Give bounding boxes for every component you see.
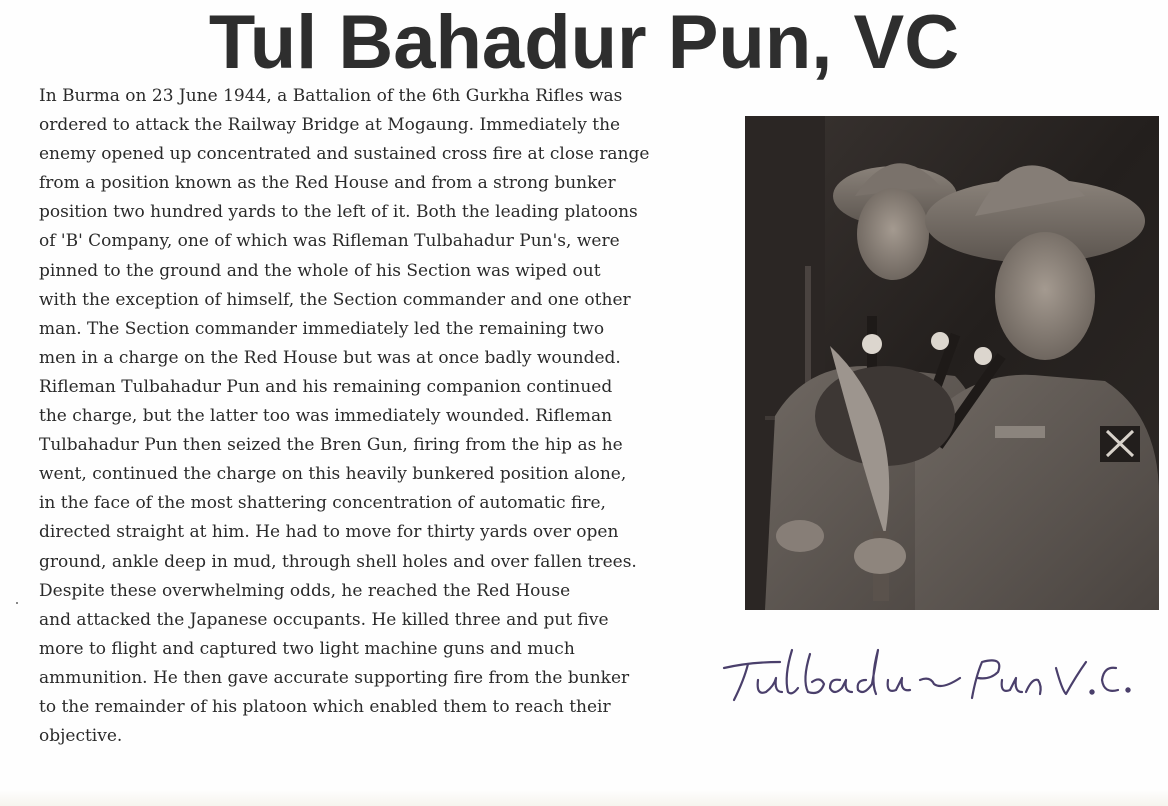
citation-line: to the remainder of his platoon which enabled them to reach their [39,696,611,717]
citation-line: in the face of the most shattering concentration of automatic fire, [39,493,606,514]
citation-line: Rifleman Tulbahadur Pun and his remaining companion continued [39,376,613,397]
citation-line: man. The Section commander immediately led the remaining two [39,318,605,339]
citation-line: of 'B' Company, one of which was Rifleman Tulbahadur Pun's, were [39,231,620,252]
citation-line: Despite these overwhelming odds, he reached the Red House [39,580,571,601]
citation-line: objective. [39,726,123,747]
citation-line: pinned to the ground and the whole of his Section was wiped out [39,260,601,281]
citation-line: men in a charge on the Red House but was at once badly wounded. [39,347,621,368]
citation-line: ammunition. He then gave accurate supporting fire from the bunker [39,667,630,688]
citation-line: position two hundred yards to the left of it. Both the leading platoons [39,202,638,223]
citation-line: the charge, but the latter too was immediately wounded. Rifleman [39,406,613,427]
citation-line: went, continued the charge on this heavily bunkered position alone, [39,464,627,485]
citation-line: ground, ankle deep in mud, through shell holes and over fallen trees. [39,551,637,572]
citation-line: more to flight and captured two light machine guns and much [39,638,575,659]
scan-edge [0,790,1168,806]
citation-line: and attacked the Japanese occupants. He killed three and put five [39,609,609,630]
citation-line: ordered to attack the Railway Bridge at Mogaung. Immediately the [39,115,621,136]
handwritten-signature [720,640,1140,720]
citation-line: directed straight at him. He had to move for thirty yards over open [39,522,619,543]
photograph-gurkha-soldiers [745,116,1159,610]
scan-speck [16,602,18,604]
citation-line: with the exception of himself, the Section commander and one other [39,289,631,310]
citation-line: from a position known as the Red House and from a strong bunker [39,173,616,194]
page-title: Tul Bahadur Pun, VC [208,0,960,85]
citation-line: In Burma on 23 June 1944, a Battalion of the 6th Gurkha Rifles was [39,86,623,106]
citation-line: Tulbahadur Pun then seized the Bren Gun, firing from the hip as he [39,435,623,456]
citation-line: enemy opened up concentrated and sustained cross fire at close range [39,144,650,165]
citation-text [39,82,650,751]
